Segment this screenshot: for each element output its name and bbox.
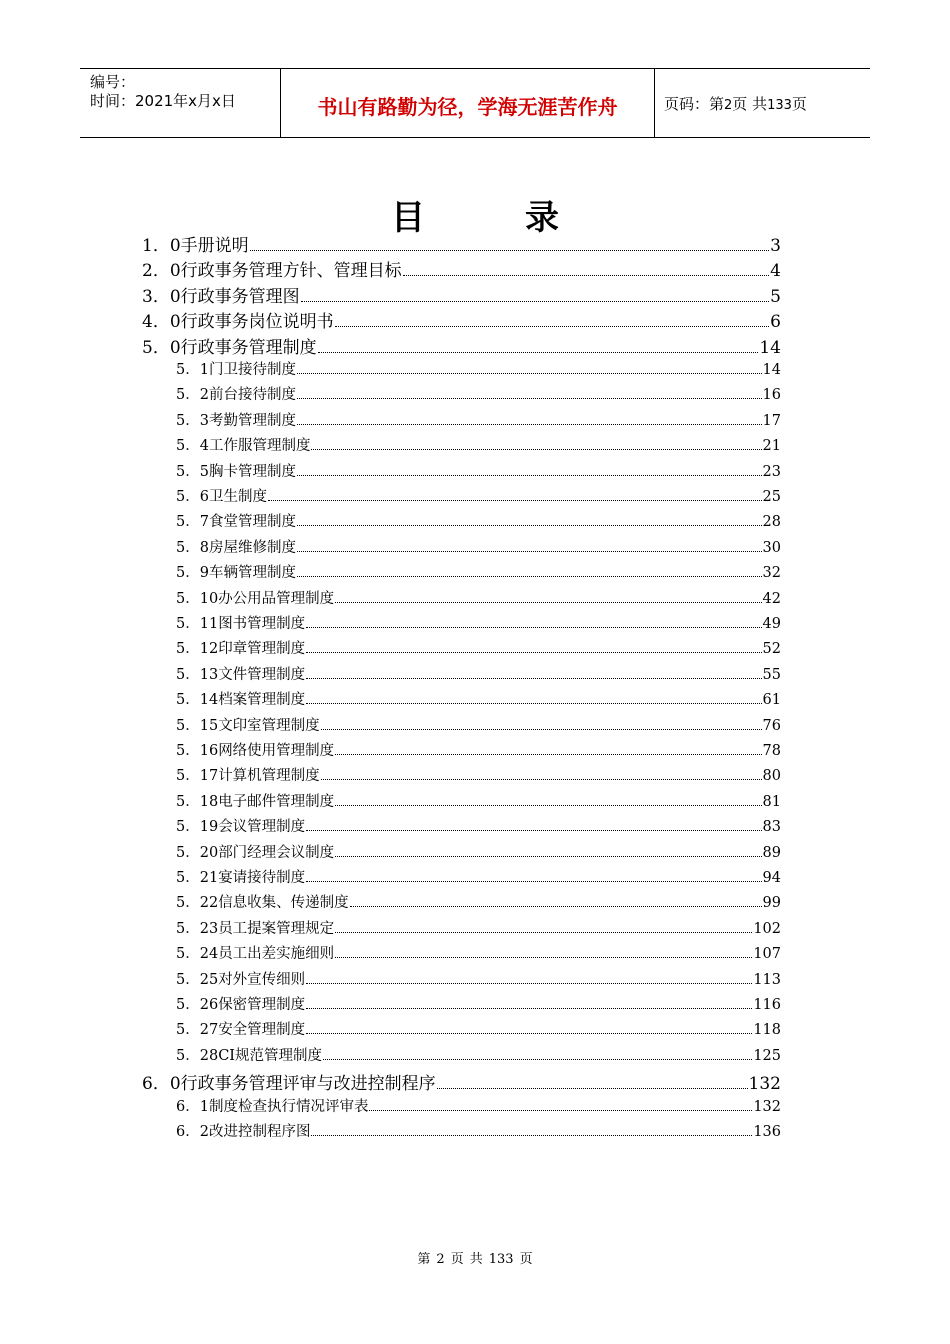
toc-dot-leader xyxy=(297,525,762,526)
toc-entry-number: 5．13 xyxy=(176,666,219,683)
toc-entry-title: 前台接待制度 xyxy=(208,387,296,404)
toc-dot-leader xyxy=(318,352,759,353)
toc-entry-title: 考勤管理制度 xyxy=(208,412,296,429)
toc-dot-leader xyxy=(250,250,770,251)
toc-entry-title: 网络使用管理制度 xyxy=(218,743,335,759)
toc-entry-number: 5．2 xyxy=(176,387,209,404)
header-motto: 书山有路勤为径，学海无涯苦作舟 xyxy=(317,95,618,119)
toc-entry-page: 102 xyxy=(753,920,781,937)
toc-entry-page: 118 xyxy=(753,1022,781,1039)
toc-entry[interactable] xyxy=(176,917,781,938)
toc-entry-page: 78 xyxy=(762,743,781,759)
toc-entry[interactable] xyxy=(176,587,781,608)
toc-entry-title: 制度检查执行情况评审表 xyxy=(208,1098,369,1115)
toc-entry-title: 门卫接待制度 xyxy=(208,362,296,378)
toc-entry-title: 电子邮件管理制度 xyxy=(218,793,335,810)
toc-dot-leader xyxy=(306,983,752,984)
toc-entry-title: 档案管理制度 xyxy=(218,692,306,709)
toc-dot-leader xyxy=(311,1135,752,1136)
toc-dot-leader xyxy=(350,906,762,907)
page-total: 133 xyxy=(767,98,792,113)
toc-entry[interactable] xyxy=(176,1095,781,1116)
toc-entry-title: 改进控制程序图 xyxy=(208,1124,311,1140)
toc-entry-page: 3 xyxy=(770,236,781,256)
toc-dot-leader xyxy=(335,326,770,327)
toc-dot-leader xyxy=(297,398,762,399)
toc-entry[interactable] xyxy=(176,1120,781,1141)
toc-entry-title: 员工出差实施细则 xyxy=(218,946,335,963)
toc-entry-number: 3．0 xyxy=(142,286,181,307)
toc-entry-number: 5．1 xyxy=(176,362,209,378)
toc-entry-page: 83 xyxy=(762,819,781,836)
footer-ye: 页 xyxy=(450,1252,464,1267)
toc-dot-leader xyxy=(301,301,770,302)
toc-entry-page: 21 xyxy=(762,438,781,455)
toc-entry-number: 5．9 xyxy=(176,565,209,582)
toc-dot-leader xyxy=(306,703,761,704)
toc-entry-page: 125 xyxy=(753,1047,781,1064)
toc-entry-page: 42 xyxy=(762,590,781,607)
toc-entry-number: 2．0 xyxy=(142,261,181,282)
toc-entry[interactable] xyxy=(142,231,781,256)
toc-entry-page: 99 xyxy=(762,895,781,912)
header-divider xyxy=(654,69,655,137)
toc-entry-title: 胸卡管理制度 xyxy=(208,463,296,480)
toc-dot-leader xyxy=(335,602,761,603)
toc-entry-page: 76 xyxy=(762,717,781,734)
toc-entry[interactable] xyxy=(142,333,781,358)
toc-dot-leader xyxy=(297,373,762,374)
number-label: 编号： xyxy=(90,73,136,91)
toc-entry-number: 5．27 xyxy=(176,1022,219,1039)
toc-entry-number: 6．1 xyxy=(176,1098,209,1115)
toc-entry-page: 16 xyxy=(762,387,781,404)
footer-di: 第 xyxy=(417,1252,431,1267)
toc-entry-title: 食堂管理制度 xyxy=(208,514,296,531)
toc-entry-page: 94 xyxy=(762,870,781,886)
toc-entry-title: 部门经理会议制度 xyxy=(218,844,335,861)
toc-entry-number: 5．5 xyxy=(176,463,209,480)
toc-entry[interactable] xyxy=(176,968,781,989)
toc-entry-number: 5．7 xyxy=(176,514,209,531)
footer-ye: 页 xyxy=(519,1252,533,1267)
toc-entry-number: 6．2 xyxy=(176,1124,209,1140)
toc-dot-leader xyxy=(306,652,761,653)
toc-entry[interactable] xyxy=(176,739,781,760)
toc-entry-title: 对外宣传细则 xyxy=(218,971,306,988)
toc-entry[interactable] xyxy=(176,663,781,684)
toc-entry[interactable] xyxy=(176,891,781,912)
toc-entry-title: 图书管理制度 xyxy=(218,616,306,632)
toc-entry-title: 文件管理制度 xyxy=(218,666,306,683)
title-char-left: 目 xyxy=(391,198,425,238)
toc-entry-number: 5．16 xyxy=(176,743,219,759)
toc-dot-leader xyxy=(297,475,762,476)
toc-entry-title: 会议管理制度 xyxy=(218,819,306,836)
toc-entry-number: 5．12 xyxy=(176,641,219,658)
toc-entry[interactable] xyxy=(176,358,781,379)
toc-dot-leader xyxy=(306,881,761,882)
toc-entry-title: 手册说明 xyxy=(180,236,249,256)
toc-entry-number: 6．0 xyxy=(142,1074,181,1095)
toc-entry[interactable] xyxy=(176,714,781,735)
toc-entry-number: 5．22 xyxy=(176,895,219,912)
toc-entry[interactable] xyxy=(176,637,781,658)
toc-entry-page: 28 xyxy=(762,514,781,531)
toc-entry-page: 81 xyxy=(762,793,781,810)
toc-dot-leader xyxy=(311,449,761,450)
toc-entry[interactable] xyxy=(176,764,781,785)
toc-entry[interactable] xyxy=(176,1018,781,1039)
page-label-mid: 页 共 xyxy=(732,95,768,113)
page-label-prefix: 页码：第 xyxy=(664,95,725,113)
page-label-suffix: 页 xyxy=(791,95,807,113)
toc-entry[interactable] xyxy=(176,561,781,582)
toc-entry[interactable] xyxy=(176,510,781,531)
toc-entry-title: 信息收集、传递制度 xyxy=(218,895,349,912)
toc-entry-number: 5．20 xyxy=(176,844,219,861)
toc-dot-leader xyxy=(335,754,761,755)
toc-entry-page: 136 xyxy=(753,1124,781,1140)
page-footer xyxy=(0,1248,950,1267)
toc-entry-page: 14 xyxy=(762,362,781,378)
toc-entry-page: 61 xyxy=(762,692,781,709)
toc-entry-title: 员工提案管理规定 xyxy=(218,920,335,937)
toc-dot-leader xyxy=(335,957,752,958)
footer-gong: 共 xyxy=(469,1252,483,1267)
toc-entry[interactable] xyxy=(176,485,781,506)
toc-entry[interactable] xyxy=(176,434,781,455)
footer-total-pages: 133 xyxy=(488,1252,514,1267)
toc-dot-leader xyxy=(297,551,762,552)
toc-entry-page: 55 xyxy=(762,666,781,683)
toc-entry-page: 132 xyxy=(748,1074,781,1095)
toc-dot-leader xyxy=(306,1033,752,1034)
toc-dot-leader xyxy=(369,1110,752,1111)
toc-entry-page: 52 xyxy=(762,641,781,658)
toc-entry[interactable] xyxy=(176,815,781,836)
toc-dot-leader xyxy=(306,627,761,628)
toc-entry-page: 89 xyxy=(762,844,781,861)
toc-entry[interactable] xyxy=(176,383,781,404)
toc-entry[interactable] xyxy=(176,409,781,430)
toc-entry-title: 印章管理制度 xyxy=(218,641,306,658)
toc-entry-number: 5．26 xyxy=(176,997,219,1013)
toc-entry-number: 4．0 xyxy=(142,312,181,333)
time-label: 时间：2021年x月x日 xyxy=(90,92,236,110)
toc-entry-page: 17 xyxy=(762,412,781,429)
toc-entry-number: 1．0 xyxy=(142,236,181,256)
toc-entry[interactable] xyxy=(176,536,781,557)
toc-entry-number: 5．0 xyxy=(142,337,181,358)
toc-entry-title: 车辆管理制度 xyxy=(208,565,296,582)
toc-entry-page: 116 xyxy=(753,997,781,1013)
toc-entry-page: 49 xyxy=(762,616,781,632)
toc-dot-leader xyxy=(321,779,762,780)
toc-dot-leader xyxy=(403,275,770,276)
page-current: 2 xyxy=(724,98,733,113)
toc-entry-title: 行政事务岗位说明书 xyxy=(180,312,334,333)
toc-entry[interactable] xyxy=(142,1069,781,1094)
toc-entry-page: 32 xyxy=(762,565,781,582)
toc-entry-title: CI规范管理制度 xyxy=(218,1047,323,1064)
toc-entry-title: 计算机管理制度 xyxy=(218,768,320,785)
toc-entry-page: 25 xyxy=(762,489,781,505)
toc-entry-number: 5．19 xyxy=(176,819,219,836)
toc-entry-number: 5．23 xyxy=(176,920,219,937)
toc-entry-page: 4 xyxy=(770,261,781,282)
header-meta xyxy=(90,73,236,111)
toc-entry[interactable] xyxy=(176,1044,781,1065)
toc-dot-leader xyxy=(268,500,762,501)
toc-entry-title: 房屋维修制度 xyxy=(208,539,296,556)
toc-entry-title: 行政事务管理方针、管理目标 xyxy=(180,261,402,282)
toc-entry-number: 5．6 xyxy=(176,489,209,505)
toc-dot-leader xyxy=(335,856,761,857)
toc-entry-number: 5．10 xyxy=(176,590,219,607)
toc-dot-leader xyxy=(437,1088,748,1089)
toc-entry[interactable] xyxy=(176,688,781,709)
toc-entry-page: 107 xyxy=(753,946,781,963)
toc-entry-number: 5．24 xyxy=(176,946,219,963)
toc-entry-title: 卫生制度 xyxy=(208,489,267,505)
toc-entry-number: 5．28 xyxy=(176,1047,219,1064)
toc-entry[interactable] xyxy=(142,282,781,307)
toc-entry-number: 5．17 xyxy=(176,768,219,785)
toc-entry-title: 保密管理制度 xyxy=(218,997,306,1013)
toc-entry-page: 5 xyxy=(770,286,781,307)
toc-dot-leader xyxy=(306,1008,752,1009)
toc-entry-number: 5．8 xyxy=(176,539,209,556)
toc-entry-number: 5．14 xyxy=(176,692,219,709)
toc-entry-title: 办公用品管理制度 xyxy=(218,590,335,607)
toc-entry-page: 30 xyxy=(762,539,781,556)
toc-dot-leader xyxy=(335,805,761,806)
toc-entry-title: 行政事务管理图 xyxy=(180,286,300,307)
toc-entry-page: 23 xyxy=(762,463,781,480)
toc-entry-page: 113 xyxy=(753,971,781,988)
toc-entry[interactable] xyxy=(176,942,781,963)
toc-entry-title: 宴请接待制度 xyxy=(218,870,306,886)
toc-entry[interactable] xyxy=(176,460,781,481)
toc-dot-leader xyxy=(321,729,762,730)
toc-entry[interactable] xyxy=(176,841,781,862)
toc-dot-leader xyxy=(297,424,762,425)
toc-entry[interactable] xyxy=(142,307,781,332)
toc-entry[interactable] xyxy=(176,866,781,887)
footer-current-page: 2 xyxy=(436,1252,445,1267)
toc-entry-number: 5．11 xyxy=(176,616,219,632)
toc-entry-number: 5．21 xyxy=(176,870,219,886)
toc-entry[interactable] xyxy=(176,612,781,633)
toc-entry[interactable] xyxy=(176,993,781,1014)
toc-entry-title: 安全管理制度 xyxy=(218,1022,306,1039)
toc-entry[interactable] xyxy=(142,256,781,281)
toc-entry-number: 5．25 xyxy=(176,971,219,988)
toc-dot-leader xyxy=(297,576,762,577)
toc-dot-leader xyxy=(306,830,761,831)
header-page-number xyxy=(664,93,807,114)
toc-dot-leader xyxy=(323,1059,752,1060)
toc-entry-title: 行政事务管理评审与改进控制程序 xyxy=(180,1074,436,1095)
toc-entry[interactable] xyxy=(176,790,781,811)
toc-entry-title: 工作服管理制度 xyxy=(208,438,311,455)
toc-dot-leader xyxy=(306,678,761,679)
toc-entry-number: 5．3 xyxy=(176,412,209,429)
toc-entry-number: 5．4 xyxy=(176,438,209,455)
toc-entry-page: 132 xyxy=(753,1098,781,1115)
toc-entry-number: 5．15 xyxy=(176,717,219,734)
title-char-right: 录 xyxy=(525,198,559,238)
toc-entry-number: 5．18 xyxy=(176,793,219,810)
header-table xyxy=(80,68,870,138)
toc-entry-page: 80 xyxy=(762,768,781,785)
toc-entry-title: 行政事务管理制度 xyxy=(180,337,317,358)
toc-entry-page: 6 xyxy=(770,312,781,333)
toc-dot-leader xyxy=(335,932,752,933)
toc-entry-page: 14 xyxy=(759,337,781,358)
toc-entry-title: 文印室管理制度 xyxy=(218,717,320,734)
